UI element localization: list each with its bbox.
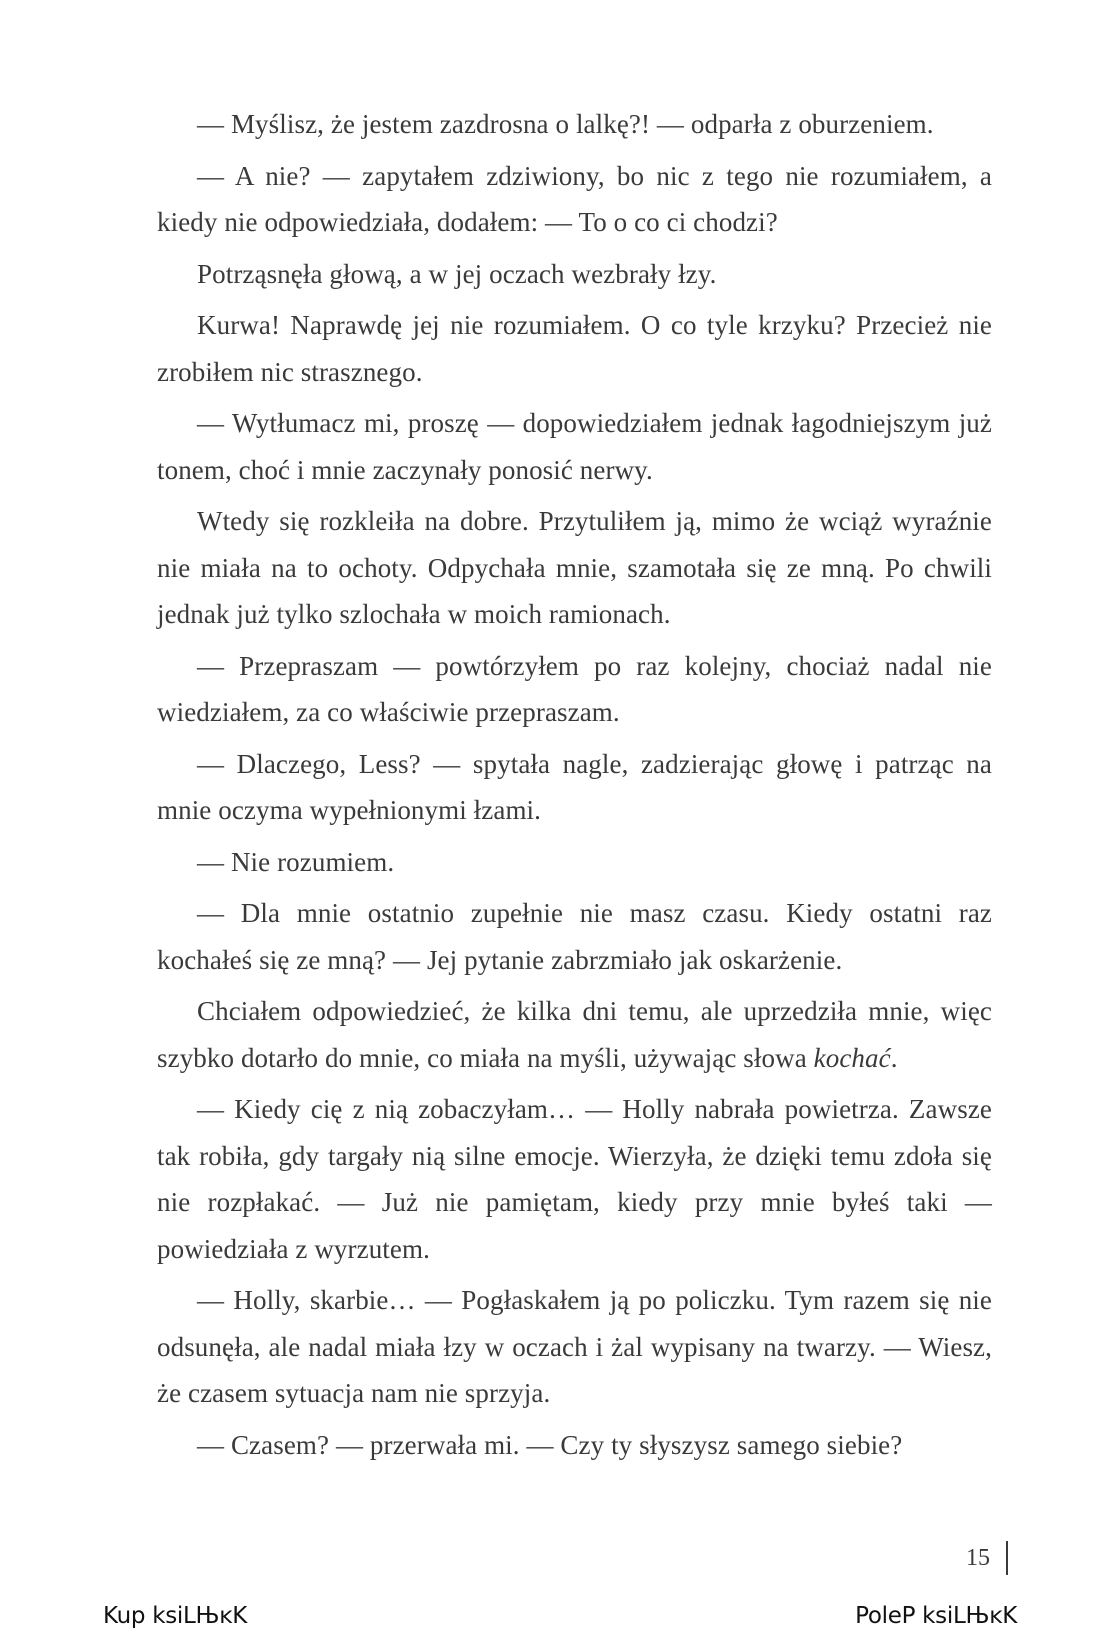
paragraph: Kurwa! Naprawdę jej nie rozumiałem. O co tyle krzyku? Przecież nie zrobiłem nic strasznego. [157,310,992,387]
paragraph-with-emphasis [157,988,992,1081]
paragraph: — Przepraszam — powtórzyłem po raz kolejny, chociaż nadal nie wiedziałem, za co właściwie przepraszam. [157,650,992,727]
paragraph: — A nie? — zapytałem zdziwiony, bo nic z tego nie rozumiałem, a kiedy nie odpowiedziała, dodałem: — To o co ci chodzi? [157,160,992,237]
page-number-divider [1006,1541,1008,1575]
paragraph: — Myślisz, że jestem zazdrosna o lalkę?! — odparła z oburzeniem. [197,109,934,139]
paragraph: — Dla mnie ostatnio zupełnie nie masz czasu. Kiedy ostatni raz kochałeś się ze mną? — Jej pytanie zabrzmiało jak oskarżenie. [157,898,992,975]
paragraph-text: . [890,1042,898,1073]
emphasized-word: kochać [813,1042,891,1073]
paragraph: Wtedy się rozkleiła na dobre. Przytuliłem ją, mimo że wciąż wyraźnie nie miała na to ochoty. Odpychała mnie, szamotała się ze mną. Po chwili jednak już tylko szlochała w moich ramionach. [157,506,992,629]
paragraph: — Nie rozumiem. [197,846,395,877]
paragraph: — Dlaczego, Less? — spytała nagle, zadzierając głowę i patrząc na mnie oczyma wypełnionymi łzami. [157,748,992,825]
footer-recommend-link[interactable]: PoleP ksiLЊĸK [855,1603,1017,1629]
paragraph: — Holly, skarbie… — Pogłaskałem ją po policzku. Tym razem się nie odsunęła, ale nadal miała łzy w oczach i żal wypisany na twarzy. — Wiesz, że czasem sytuacja nam nie sprzyja. [157,1285,992,1408]
paragraph: — Kiedy cię z nią zobaczyłam… — Holly nabrała powietrza. Zawsze tak robiła, gdy targały nią silne emocje. Wierzyła, że dzięki temu zdoła się nie rozpłakać. — Już nie pamiętam, kiedy przy mnie byłeś taki — powiedziała z wyrzutem. [157,1094,992,1264]
paragraph: Potrząsnęła głową, a w jej oczach wezbrały łzy. [197,258,717,289]
page-body [157,101,992,1473]
paragraph-text: Chciałem odpowiedzieć, że kilka dni temu, ale uprzedziła mnie, więc szybko dotarło do mnie, co miała na myśli, używając słowa [157,996,992,1073]
footer-buy-link[interactable]: Kup ksiLЊĸK [103,1603,248,1629]
paragraph: — Wytłumacz mi, proszę — dopowiedziałem jednak łagodniejszym już tonem, choć i mnie zaczynały ponosić nerwy. [157,408,992,485]
page-number: 15 [966,1545,990,1571]
paragraph: — Czasem? — przerwała mi. — Czy ty słyszysz samego siebie? [197,1429,903,1460]
